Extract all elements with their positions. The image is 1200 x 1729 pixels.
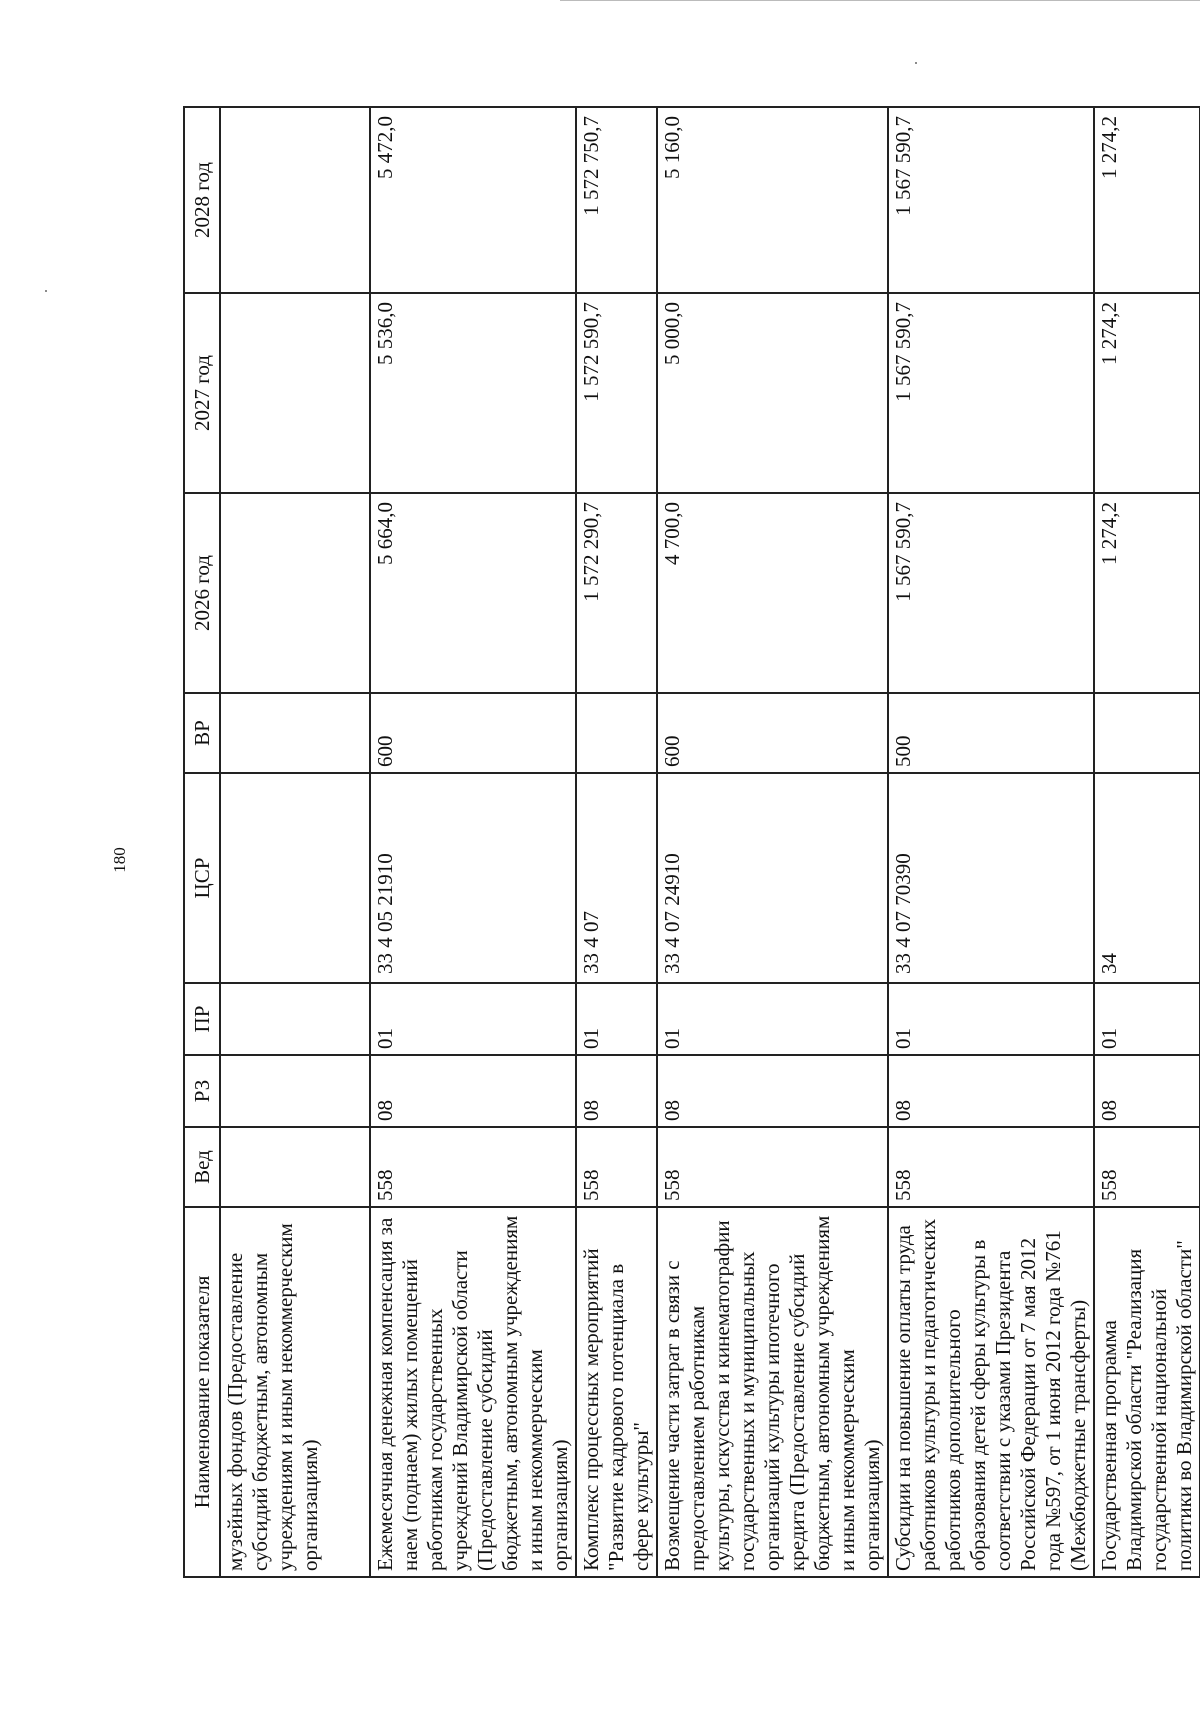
cell-csr: 33 4 07 [576, 773, 657, 983]
cell-2027: 5 000,0 [657, 293, 888, 493]
cell-vr: 600 [370, 693, 576, 773]
cell-pr: 01 [370, 983, 576, 1055]
cell-2027: 1 567 590,7 [888, 293, 1094, 493]
cell-rz: 08 [370, 1055, 576, 1127]
cell-2028: 5 472,0 [370, 107, 576, 293]
cell-name: Субсидии на повышение оплаты труда работников культуры и педагогических работников дополнительного образования детей сферы культуры в соответствии с указами Президента Российской Федерации от 7 мая 2012 года №597, от 1 июня 2012 года №761 (Межбюджетные трансферты) [888, 1207, 1094, 1577]
table-row [1094, 107, 1200, 1577]
cell-2026: 1 567 590,7 [888, 493, 1094, 693]
cell-ved: 558 [657, 1127, 888, 1207]
cell-2027 [220, 293, 370, 493]
cell-vr [220, 693, 370, 773]
table-header-row [184, 107, 220, 1577]
cell-rz: 08 [888, 1055, 1094, 1127]
cell-ved: 558 [370, 1127, 576, 1207]
cell-ved: 558 [1094, 1127, 1200, 1207]
cell-csr: 33 4 07 70390 [888, 773, 1094, 983]
cell-2026: 1 572 290,7 [576, 493, 657, 693]
table-row [220, 107, 370, 1577]
cell-name: Государственная программа Владимирской области "Реализация государственной национальной политики во Владимирской области" [1094, 1207, 1200, 1577]
cell-2028 [220, 107, 370, 293]
cell-name: музейных фондов (Предоставление субсидий бюджетным, автономным учреждениям и иным некоммерческим организациям) [220, 1207, 370, 1577]
cell-vr: 500 [888, 693, 1094, 773]
cell-2027: 1 274,2 [1094, 293, 1200, 493]
cell-name: Возмещение части затрат в связи с предоставлением работникам культуры, искусства и кинематографии государственных и муниципальных организаций культуры ипотечного кредита (Предоставление субсидий бюджетным, автономным учреждениям и иным некоммерческим организациям) [657, 1207, 888, 1577]
header-rz: РЗ [184, 1055, 220, 1127]
cell-2028: 1 567 590,7 [888, 107, 1094, 293]
cell-pr: 01 [576, 983, 657, 1055]
cell-2026: 5 664,0 [370, 493, 576, 693]
table-row [370, 107, 576, 1577]
cell-2027: 5 536,0 [370, 293, 576, 493]
cell-2028: 5 160,0 [657, 107, 888, 293]
scan-edge-line [560, 0, 1200, 1]
budget-table [183, 106, 1200, 1578]
cell-rz: 08 [657, 1055, 888, 1127]
cell-csr: 34 [1094, 773, 1200, 983]
cell-rz [220, 1055, 370, 1127]
cell-vr [1094, 693, 1200, 773]
cell-ved: 558 [888, 1127, 1094, 1207]
cell-2027: 1 572 590,7 [576, 293, 657, 493]
cell-vr [576, 693, 657, 773]
cell-name: Ежемесячная денежная компенсация за наем (поднаем) жилых помещений работникам государственных учреждений Владимирской области (Предоставление субсидий бюджетным, автономным учреждениям и иным некоммерческим организациям) [370, 1207, 576, 1577]
scan-dust [915, 62, 917, 64]
header-csr: ЦСР [184, 773, 220, 983]
cell-2028: 1 274,2 [1094, 107, 1200, 293]
cell-2026 [220, 493, 370, 693]
header-2027: 2027 год [184, 293, 220, 493]
header-pr: ПР [184, 983, 220, 1055]
cell-pr [220, 983, 370, 1055]
cell-csr [220, 773, 370, 983]
header-ved: Вед [184, 1127, 220, 1207]
cell-csr: 33 4 07 24910 [657, 773, 888, 983]
cell-pr: 01 [1094, 983, 1200, 1055]
header-2028: 2028 год [184, 107, 220, 293]
cell-csr: 33 4 05 21910 [370, 773, 576, 983]
header-vr: ВР [184, 693, 220, 773]
cell-vr: 600 [657, 693, 888, 773]
scan-dust [45, 290, 47, 292]
cell-ved [220, 1127, 370, 1207]
header-name: Наименование показателя [184, 1207, 220, 1577]
cell-name: Комплекс процессных мероприятий "Развитие кадрового потенциала в сфере культуры" [576, 1207, 657, 1577]
table-row [576, 107, 657, 1577]
header-2026: 2026 год [184, 493, 220, 693]
table-row [888, 107, 1094, 1577]
cell-pr: 01 [888, 983, 1094, 1055]
cell-ved: 558 [576, 1127, 657, 1207]
table-row [657, 107, 888, 1577]
page-number: 180 [109, 847, 129, 873]
cell-rz: 08 [1094, 1055, 1200, 1127]
budget-table-rotated [183, 108, 1196, 1578]
cell-2026: 1 274,2 [1094, 493, 1200, 693]
cell-pr: 01 [657, 983, 888, 1055]
cell-rz: 08 [576, 1055, 657, 1127]
cell-2028: 1 572 750,7 [576, 107, 657, 293]
cell-2026: 4 700,0 [657, 493, 888, 693]
